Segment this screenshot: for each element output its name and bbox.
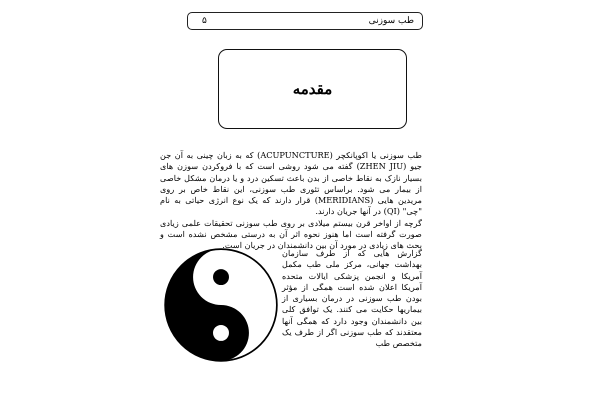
header-title: طب سوزنی — [368, 16, 414, 26]
paragraph-reports: گزارش هایی که از طرف سازمان بهداشت جهانی، مرکز ملی طب مکمل آمریکا و انجمن پزشکی ایالات متحده آمریکا اعلان شده است همگی از مؤثر بودن طب سوزنی در درمان بسیاری از بیماریها حکایت می کنند. یک توافق کلی بین دانشمندان وجود دارد که همگی آنها معتقدند که طب سوزنی اگر از طرف یک متخصص طب — [282, 248, 422, 349]
page-header — [187, 12, 423, 30]
paragraph-research: گرچه از اواخر قرن بیستم میلادی بر روی طب سوزنی تحقیقات علمی زیادی صورت گرفته است اما هنوز نحوه اثر آن به درستی مشخص نشده است و بحث های زیادی در مورد آن بین دانشمندان در جریان است. — [160, 217, 422, 251]
page-number: ۵ — [202, 16, 207, 26]
paragraph-intro: طب سوزنی یا اکوپانکچر (ACUPUNCTURE) که به زبان چینی به آن جن جیو (ZHEN JIU) گفته می شود روشی است که با فروکردن سوزن های بسیار نازک به نقاط خاصی از بدن باعث تسکین درد و یا درمان مشکل خاصی از بیمار می شود. براساس تئوری طب سوزنی، این نقاط خاص بر روی مریدین هایی (MERIDIANS) قرار دارند که یک نوع انرژی حیاتی به نام "چی" (QI) در آنها جریان دارند. — [160, 150, 423, 217]
yin-yang-icon — [164, 248, 278, 362]
side-text — [282, 248, 422, 350]
chapter-title-box — [218, 49, 407, 129]
body-text — [160, 150, 422, 252]
chapter-title: مقدمه — [292, 80, 333, 98]
